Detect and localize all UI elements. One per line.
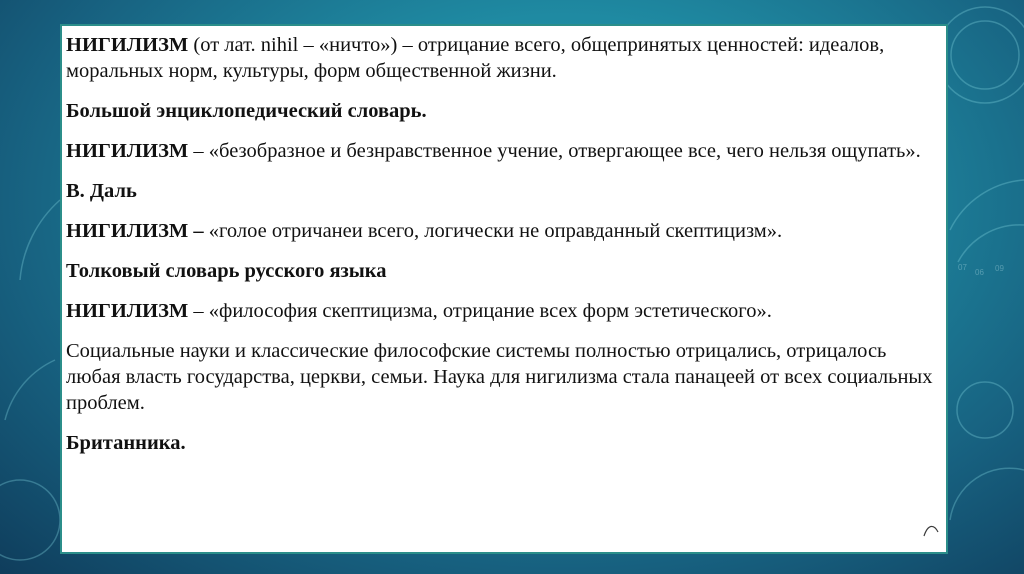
- paragraph-8: [66, 338, 940, 416]
- source-bold: Толковый словарь русского языка: [66, 260, 387, 282]
- paragraph-5: [66, 218, 940, 244]
- paragraph-4: [66, 178, 940, 204]
- paragraph-9: [66, 430, 940, 456]
- term-bold: НИГИЛИЗМ: [66, 34, 189, 56]
- source-bold: Большой энциклопедический словарь.: [66, 100, 427, 122]
- svg-text:09: 09: [995, 264, 1004, 273]
- source-bold: В. Даль: [66, 180, 137, 202]
- paragraph-1: [66, 32, 940, 84]
- definition-text: – «безобразное и безнравственное учение, отвергающее все, чего нельзя ощупать».: [188, 140, 921, 162]
- definition-text: – «философия скептицизма, отрицание всех форм эстетического».: [188, 300, 772, 322]
- svg-text:06: 06: [975, 268, 984, 277]
- source-bold: Британника.: [66, 432, 186, 454]
- svg-text:07: 07: [958, 263, 967, 272]
- definition-text: Социальные науки и классические философские системы полностью отрицались, отрицалось любая власть государства, церкви, семьи. Наука для нигилизма стала панацеей от всех социальных проблем.: [66, 340, 933, 414]
- paragraph-2: [66, 98, 940, 124]
- term-bold: НИГИЛИЗМ –: [66, 220, 204, 242]
- text-content-box: [60, 24, 948, 554]
- term-bold: НИГИЛИЗМ: [66, 140, 189, 162]
- paragraph-7: [66, 298, 940, 324]
- corner-ornament-icon: [922, 522, 940, 538]
- paragraph-6: [66, 258, 940, 284]
- definition-text: «голое отричанеи всего, логически не оправданный скептицизм».: [203, 220, 783, 242]
- definition-text: (от лат. nihil – «ничто») – отрицание всего, общепринятых ценностей: идеалов, моральных норм, культуры, форм общественной жизни.: [66, 34, 885, 82]
- term-bold: НИГИЛИЗМ: [66, 300, 189, 322]
- paragraph-3: [66, 138, 940, 164]
